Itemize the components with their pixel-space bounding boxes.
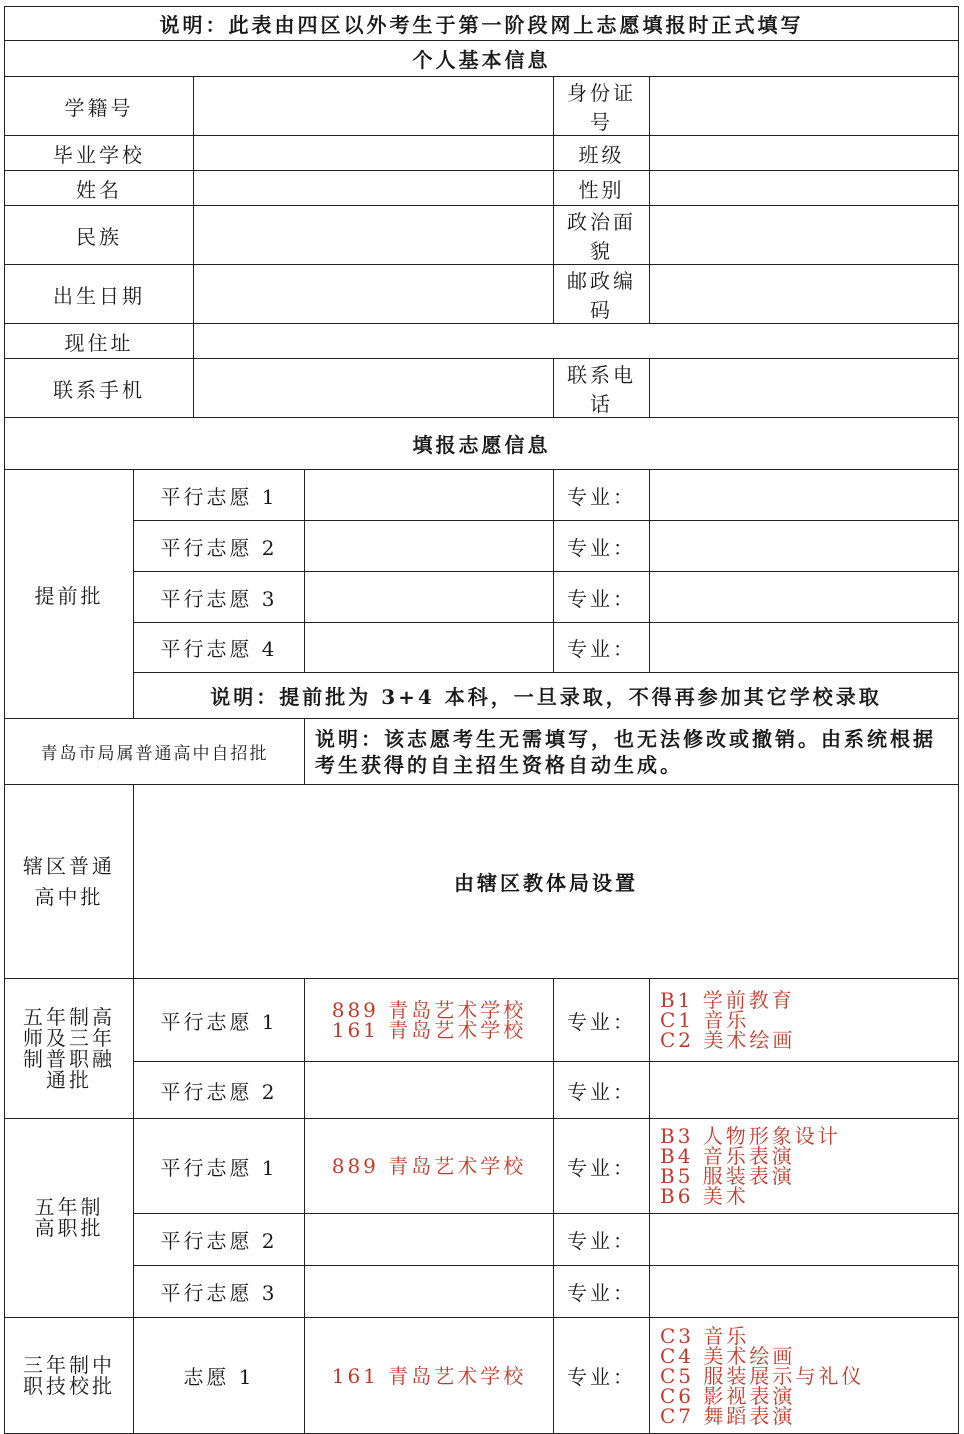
five-year-teacher-label [5, 979, 134, 1119]
three-year-label-line: 三年制中 [23, 1352, 115, 1377]
early-wish-2-major-label: 专业： [554, 521, 650, 572]
mobile-label: 联系手机 [5, 359, 194, 418]
ty-wish-1-label: 志愿 1 [134, 1318, 305, 1434]
fyt-wish-2-major[interactable] [650, 1062, 959, 1119]
student-no-label: 学籍号 [5, 77, 194, 136]
postcode-field[interactable] [650, 265, 959, 324]
school-field[interactable] [194, 136, 554, 171]
fyv-wish-1-majors[interactable] [650, 1119, 959, 1214]
five-year-teacher-label-line: 五年制高 [23, 1004, 115, 1029]
student-no-field[interactable] [194, 77, 554, 136]
fyv-wish-1-school[interactable]: 889 青岛艺术学校 [305, 1119, 554, 1214]
district-batch-label-line2: 高中批 [34, 884, 104, 909]
major-entry: C5 服装展示与礼仪 [660, 1363, 865, 1388]
early-wish-1-school[interactable] [305, 470, 554, 521]
early-wish-1-label: 平行志愿 1 [134, 470, 305, 521]
five-year-teacher-label-line: 通批 [46, 1067, 92, 1092]
early-wish-2-major[interactable] [650, 521, 959, 572]
fyt-wish-2-major-label: 专业： [554, 1062, 650, 1119]
phone-field[interactable] [650, 359, 959, 418]
fyt-wish-2-school[interactable] [305, 1062, 554, 1119]
wish-info-title: 填报志愿信息 [5, 418, 959, 470]
major-entry: B1 学前教育 [660, 988, 795, 1012]
politics-field[interactable] [650, 206, 959, 265]
early-wish-2-label: 平行志愿 2 [134, 521, 305, 572]
fyv-wish-2-label: 平行志愿 2 [134, 1214, 305, 1266]
early-wish-4-school[interactable] [305, 623, 554, 673]
birth-label: 出生日期 [5, 265, 194, 324]
early-wish-2-school[interactable] [305, 521, 554, 572]
header-note: 说明：此表由四区以外考生于第一阶段网上志愿填报时正式填写 [5, 7, 959, 41]
self-enroll-label: 青岛市局属普通高中自招批 [5, 719, 305, 785]
mobile-field[interactable] [194, 359, 554, 418]
address-field[interactable] [194, 324, 959, 359]
early-wish-4-major-label: 专业： [554, 623, 650, 673]
name-label: 姓名 [5, 171, 194, 206]
early-wish-3-label: 平行志愿 3 [134, 572, 305, 623]
gender-field[interactable] [650, 171, 959, 206]
early-wish-4-major[interactable] [650, 623, 959, 673]
district-batch-content: 由辖区教体局设置 [134, 785, 959, 979]
early-wish-3-major-label: 专业： [554, 572, 650, 623]
ty-wish-1-school[interactable]: 161 青岛艺术学校 [305, 1318, 554, 1434]
address-label: 现住址 [5, 324, 194, 359]
three-year-label-line: 职技校批 [23, 1373, 115, 1398]
fyv-wish-3-major-label: 专业： [554, 1266, 650, 1318]
application-form [4, 6, 959, 1434]
self-enroll-note: 说明：该志愿考生无需填写，也无法修改或撤销。由系统根据考生获得的自主招生资格自动生成。 [305, 719, 959, 785]
school-label: 毕业学校 [5, 136, 194, 171]
class-field[interactable] [650, 136, 959, 171]
five-year-vocational-label [5, 1119, 134, 1318]
school-entry: 889 青岛艺术学校 [331, 998, 527, 1022]
fyv-wish-3-label: 平行志愿 3 [134, 1266, 305, 1318]
major-entry: B3 人物形象设计 [660, 1124, 841, 1148]
fyv-wish-2-major-label: 专业： [554, 1214, 650, 1266]
major-entry: B4 音乐表演 [660, 1144, 795, 1168]
phone-label: 联系电话 [554, 359, 650, 418]
ty-wish-1-majors[interactable] [650, 1318, 959, 1434]
five-year-vocational-label-line: 高职批 [34, 1216, 104, 1240]
postcode-label: 邮政编码 [554, 265, 650, 324]
three-year-label [5, 1318, 134, 1434]
major-entry: C2 美术绘画 [660, 1028, 796, 1052]
fyt-wish-1-school[interactable] [305, 979, 554, 1062]
fyv-wish-3-school[interactable] [305, 1266, 554, 1318]
class-label: 班级 [554, 136, 650, 171]
school-entry: 161 青岛艺术学校 [331, 1018, 527, 1042]
five-year-vocational-label-line: 五年制 [34, 1195, 104, 1219]
early-batch-note: 说明：提前批为 3+4 本科，一旦录取，不得再参加其它学校录取 [134, 673, 959, 719]
district-batch-label-line1: 辖区普通 [23, 853, 115, 878]
major-entry: B5 服装表演 [660, 1164, 795, 1188]
fyt-wish-1-label: 平行志愿 1 [134, 979, 305, 1062]
fyv-wish-1-major-label: 专业： [554, 1119, 650, 1214]
fyv-wish-1-label: 平行志愿 1 [134, 1119, 305, 1214]
fyv-wish-2-school[interactable] [305, 1214, 554, 1266]
early-wish-3-major[interactable] [650, 572, 959, 623]
five-year-teacher-label-line: 师及三年 [23, 1025, 115, 1050]
gender-label: 性别 [554, 171, 650, 206]
fyt-wish-2-label: 平行志愿 2 [134, 1062, 305, 1119]
early-wish-4-label: 平行志愿 4 [134, 623, 305, 673]
early-wish-1-major-label: 专业： [554, 470, 650, 521]
fyv-wish-2-major[interactable] [650, 1214, 959, 1266]
ethnicity-field[interactable] [194, 206, 554, 265]
fyt-wish-1-majors[interactable] [650, 979, 959, 1062]
id-no-label: 身份证号 [554, 77, 650, 136]
major-entry: C1 音乐 [660, 1008, 750, 1032]
major-entry: C3 音乐 [660, 1323, 750, 1348]
five-year-teacher-label-line: 制普职融 [23, 1046, 115, 1071]
birth-field[interactable] [194, 265, 554, 324]
early-batch-label: 提前批 [5, 470, 134, 719]
name-field[interactable] [194, 171, 554, 206]
ty-wish-1-major-label: 专业： [554, 1318, 650, 1434]
major-entry: C7 舞蹈表演 [660, 1403, 796, 1428]
personal-info-title: 个人基本信息 [5, 41, 959, 77]
ethnicity-label: 民族 [5, 206, 194, 265]
major-entry: B6 美术 [660, 1184, 749, 1208]
early-wish-1-major[interactable] [650, 470, 959, 521]
id-no-field[interactable] [650, 77, 959, 136]
fyt-wish-1-major-label: 专业： [554, 979, 650, 1062]
district-batch-label [5, 785, 134, 979]
early-wish-3-school[interactable] [305, 572, 554, 623]
politics-label: 政治面貌 [554, 206, 650, 265]
major-entry: C6 影视表演 [660, 1383, 796, 1408]
fyv-wish-3-major[interactable] [650, 1266, 959, 1318]
major-entry: C4 美术绘画 [660, 1343, 796, 1368]
